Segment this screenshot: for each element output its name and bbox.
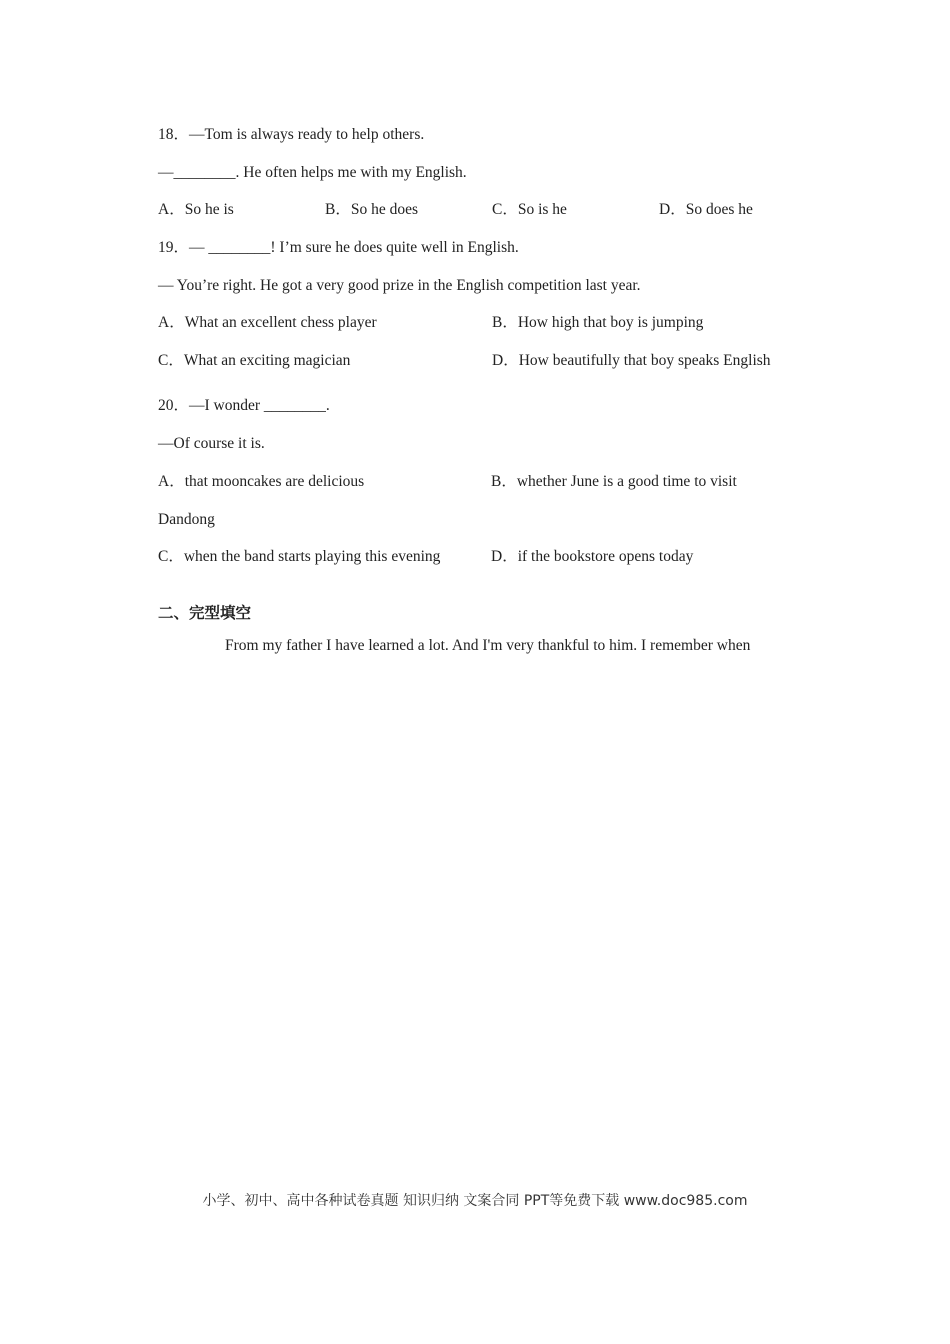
q19-option-a: A．What an excellent chess player	[158, 314, 377, 331]
q20-option-b-continuation: Dandong	[158, 511, 215, 528]
q20-option-a: A．that mooncakes are delicious	[158, 473, 365, 490]
q19-option-b: B．How high that boy is jumping	[492, 314, 704, 331]
q18-option-d: D．So does he	[659, 201, 753, 218]
q20-option-c: C．when the band starts playing this evening	[158, 548, 441, 565]
q18-reply: —________. He often helps me with my English.	[158, 164, 467, 181]
q18-option-c: C．So is he	[492, 201, 567, 218]
q18-option-a: A．So he is	[158, 201, 234, 218]
q18-stem: 18．—Tom is always ready to help others.	[158, 126, 425, 143]
q19-stem: 19．— ________! I’m sure he does quite well in English.	[158, 239, 519, 256]
q19-reply: — You’re right. He got a very good prize in the English competition last year.	[158, 277, 641, 294]
passage-first-line: From my father I have learned a lot. And I'm very thankful to him. I remember when	[225, 637, 751, 654]
q20-option-b: B．whether June is a good time to visit	[491, 473, 737, 490]
q19-option-c: C．What an exciting magician	[158, 352, 351, 369]
q20-reply: —Of course it is.	[158, 435, 265, 452]
section-title: 二、完型填空	[158, 604, 252, 622]
q19-option-d: D．How beautifully that boy speaks English	[492, 352, 771, 369]
footer-text: 小学、初中、高中各种试卷真题 知识归纳 文案合同 PPT等免费下载 www.doc985.com	[202, 1193, 748, 1209]
q20-option-d: D．if the bookstore opens today	[491, 548, 694, 565]
q18-option-b: B．So he does	[325, 201, 419, 218]
q20-stem: 20．—I wonder ________.	[158, 397, 330, 414]
